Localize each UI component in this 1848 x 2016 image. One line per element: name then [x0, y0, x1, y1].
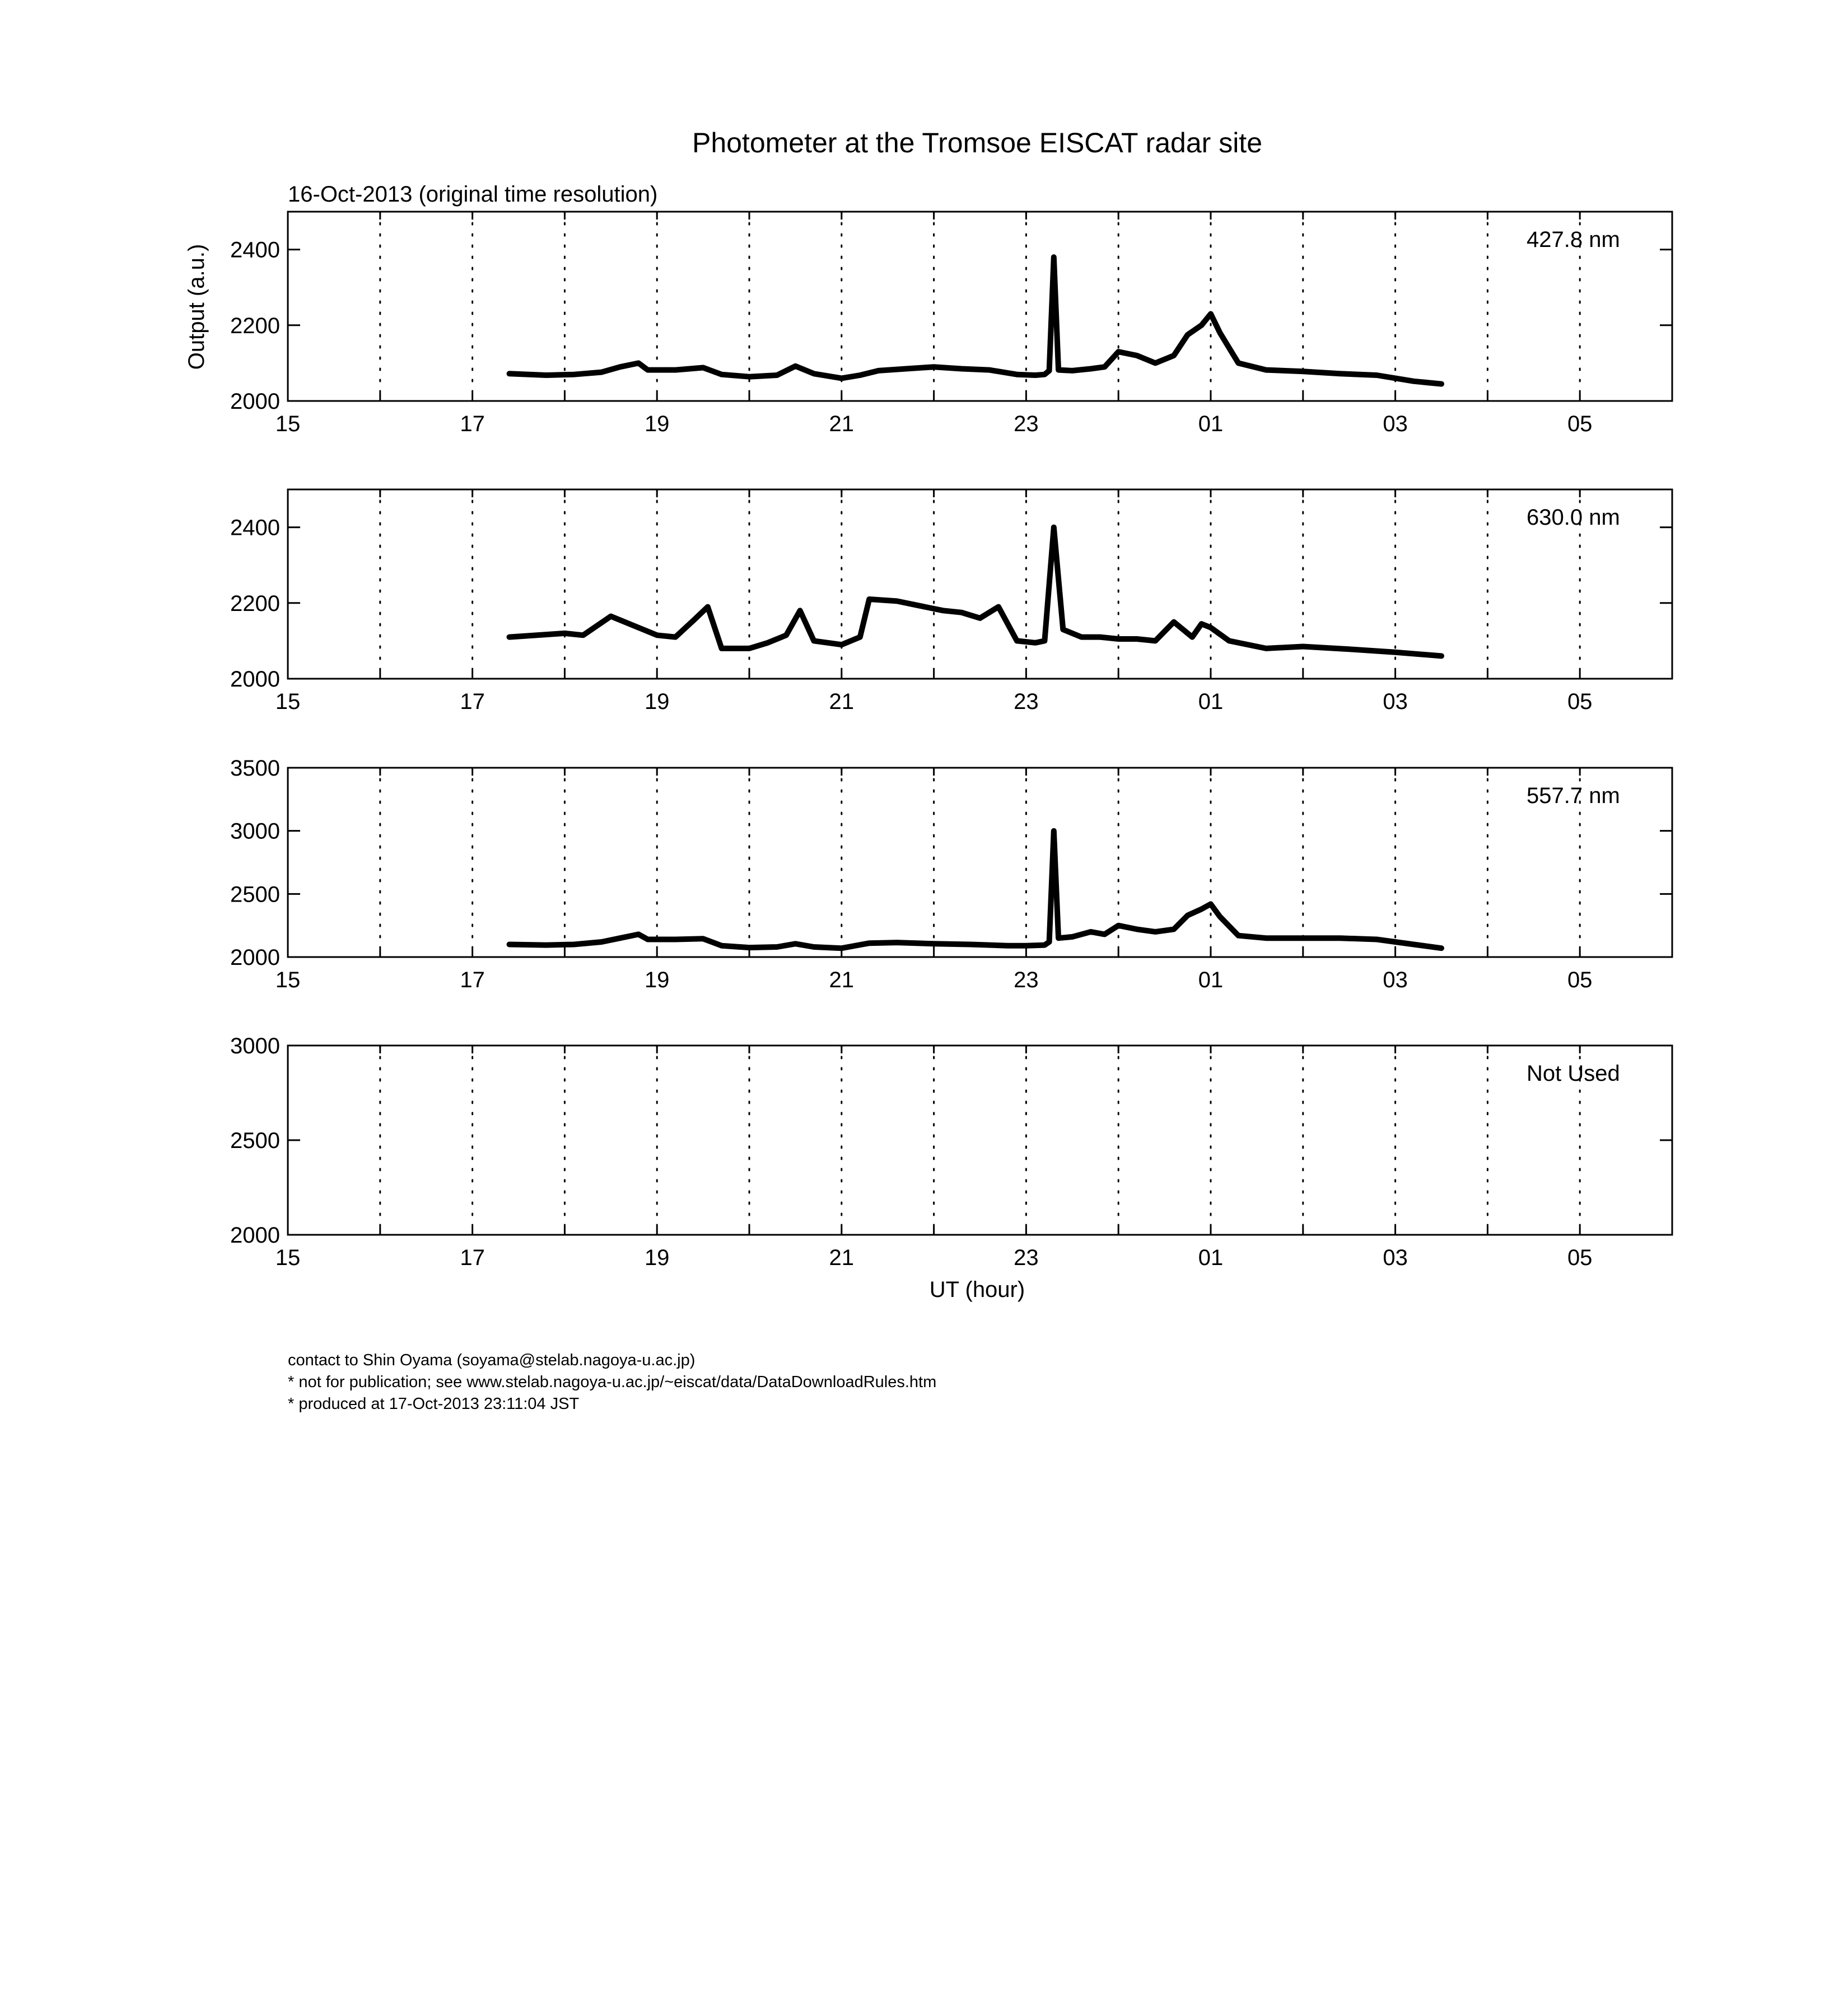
x-tick-label: 05: [1567, 968, 1593, 992]
x-tick-label: 19: [644, 1245, 670, 1270]
x-tick-label: 05: [1567, 689, 1593, 714]
y-tick-label: 2000: [230, 389, 280, 414]
y-tick-label: 2000: [230, 1223, 280, 1248]
x-tick-label: 03: [1383, 689, 1408, 714]
x-tick-label: 01: [1198, 412, 1224, 436]
x-tick-label: 03: [1383, 412, 1408, 436]
series-line-427-8-nm: [510, 257, 1442, 384]
y-tick-label: 2500: [230, 882, 280, 907]
x-tick-label: 19: [644, 412, 670, 436]
x-tick-label: 15: [275, 1245, 301, 1270]
series-line-557-7-nm: [510, 831, 1442, 949]
x-tick-label: 19: [644, 968, 670, 992]
panel-label: Not Used: [1527, 1061, 1620, 1086]
y-tick-label: 3000: [230, 819, 280, 844]
x-tick-label: 01: [1198, 689, 1224, 714]
x-tick-label: 17: [460, 1245, 485, 1270]
panel-1: [230, 212, 1672, 436]
x-tick-label: 15: [275, 412, 301, 436]
panel-label: 630.0 nm: [1527, 505, 1620, 530]
y-tick-label: 2000: [230, 667, 280, 692]
y-tick-label: 2400: [230, 237, 280, 263]
x-tick-label: 03: [1383, 1245, 1408, 1270]
panel-frame: [288, 489, 1672, 679]
x-tick-label: 17: [460, 689, 485, 714]
y-tick-label: 2500: [230, 1128, 280, 1153]
footer: [288, 1350, 936, 1415]
x-tick-label: 21: [829, 689, 855, 714]
x-tick-label: 01: [1198, 968, 1224, 992]
x-tick-label: 03: [1383, 968, 1408, 992]
footer-contact: contact to Shin Oyama (soyama@stelab.nagoya-u.ac.jp): [288, 1351, 696, 1369]
panel-frame: [288, 1046, 1672, 1235]
chart-title: Photometer at the Tromsoe EISCAT radar site: [692, 127, 1263, 158]
x-tick-label: 17: [460, 412, 485, 436]
x-tick-label: 05: [1567, 1245, 1593, 1270]
x-axis-label: UT (hour): [929, 1277, 1025, 1302]
x-tick-label: 23: [1014, 412, 1039, 436]
panel-2: [230, 489, 1672, 714]
y-axis-label: Output (a.u.): [184, 244, 209, 370]
panels: [230, 212, 1672, 1270]
x-tick-label: 23: [1014, 689, 1039, 714]
chart-subtitle: 16-Oct-2013 (original time resolution): [288, 182, 658, 207]
x-tick-label: 21: [829, 412, 855, 436]
panel-4: [230, 1034, 1672, 1270]
y-tick-label: 2200: [230, 591, 280, 616]
footer-publication-note: * not for publication; see www.stelab.nagoya-u.ac.jp/~eiscat/data/DataDownloadRules.htm: [288, 1373, 937, 1391]
panel-3: [230, 756, 1672, 992]
x-tick-label: 21: [829, 968, 855, 992]
y-tick-label: 3000: [230, 1034, 280, 1058]
x-tick-label: 05: [1567, 412, 1593, 436]
y-tick-label: 3500: [230, 756, 280, 781]
y-tick-label: 2400: [230, 515, 280, 540]
x-tick-label: 01: [1198, 1245, 1224, 1270]
panel-label: 557.7 nm: [1527, 783, 1620, 808]
y-tick-label: 2200: [230, 313, 280, 338]
x-tick-label: 15: [275, 968, 301, 992]
series-line-630-0-nm: [510, 528, 1442, 656]
panel-frame: [288, 768, 1672, 957]
panel-frame: [288, 212, 1672, 401]
panel-label: 427.8 nm: [1527, 227, 1620, 252]
x-tick-label: 23: [1014, 968, 1039, 992]
footer-produced: * produced at 17-Oct-2013 23:11:04 JST: [288, 1395, 580, 1413]
x-tick-label: 15: [275, 689, 301, 714]
x-tick-label: 21: [829, 1245, 855, 1270]
x-tick-label: 19: [644, 689, 670, 714]
y-tick-label: 2000: [230, 945, 280, 970]
x-tick-label: 23: [1014, 1245, 1039, 1270]
x-tick-label: 17: [460, 968, 485, 992]
